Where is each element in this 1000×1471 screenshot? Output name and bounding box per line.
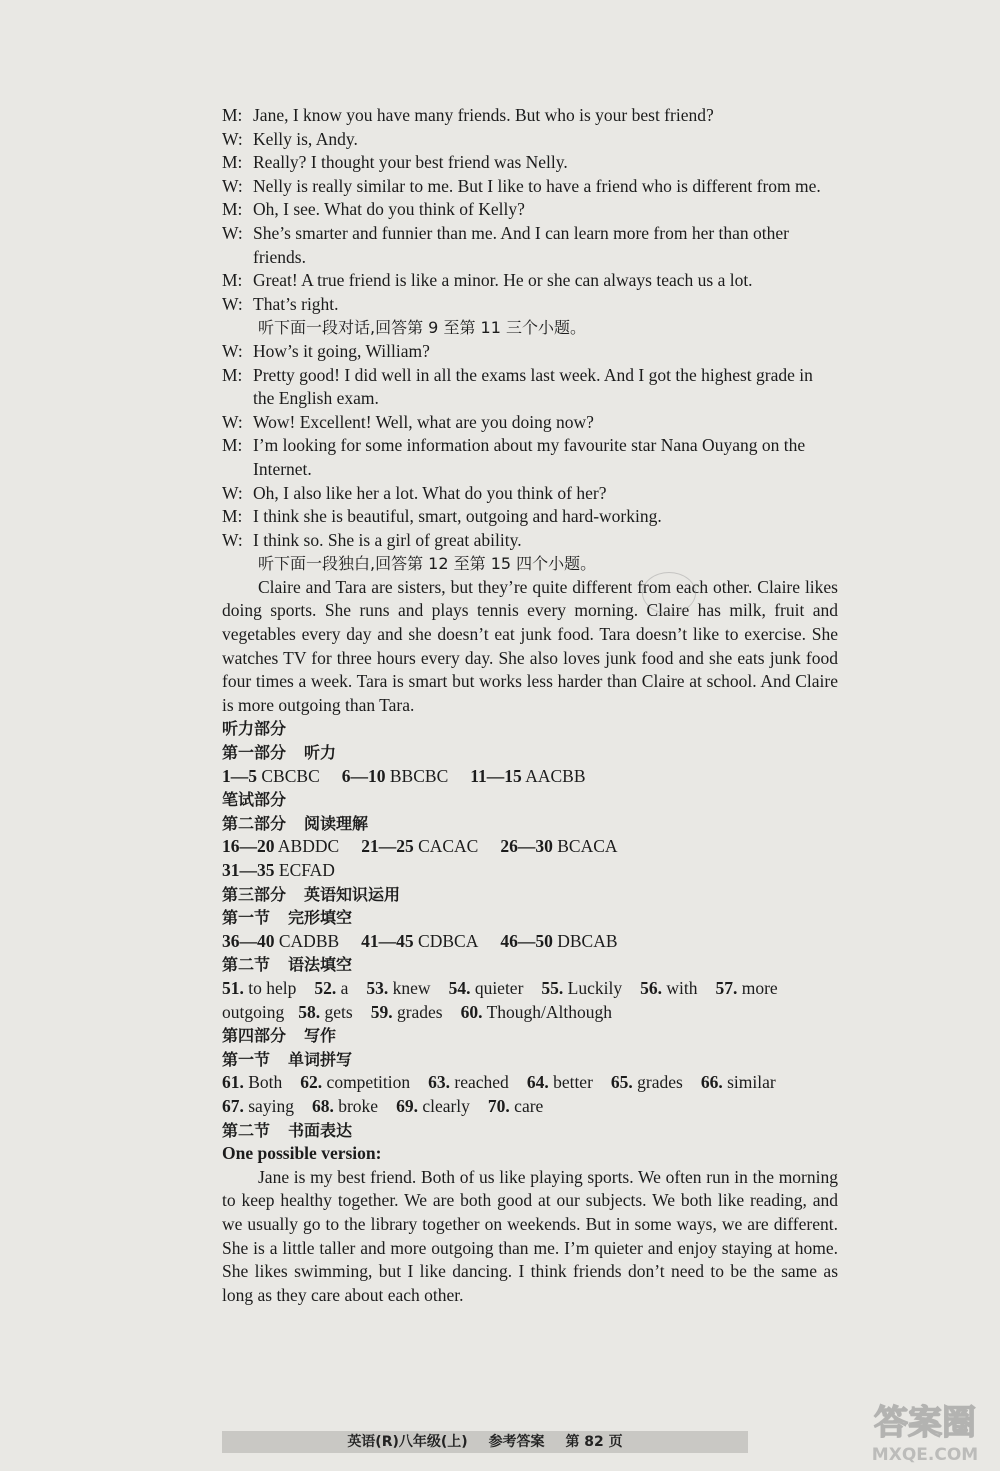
footer-label: 参考答案 [488, 1434, 545, 1450]
answer-group [222, 930, 339, 954]
dialogue-text: I’m looking for some information about my favourite star Nana Ouyang on the Internet. [253, 435, 806, 479]
speaker-label: W: [222, 128, 243, 149]
answer-number: 51. [222, 977, 244, 998]
section4-name: 书面表达 [288, 1120, 353, 1140]
answer-value: clearly [422, 1095, 470, 1116]
answer-number: 70. [487, 1095, 510, 1116]
answer-value: similar [727, 1072, 776, 1093]
answer-number: 52. [314, 977, 337, 998]
part4-label: 第四部分 [222, 1026, 287, 1046]
part2-label: 第二部分 [222, 813, 287, 833]
part2-heading [222, 812, 838, 836]
dialogue-text: She’s smarter and funnier than me. And I can learn more from her than other friends. [253, 222, 789, 267]
dialogue-line [222, 340, 838, 364]
footer-subject: 英语(R)八年级(上) [347, 1434, 468, 1450]
answer-group [500, 930, 617, 954]
answer-number: 66. [700, 1072, 723, 1093]
answer-value: better [553, 1072, 593, 1093]
dialogue-text: I think so. She is a girl of great ability. [253, 529, 522, 550]
answer-number: 54. [448, 977, 471, 998]
answer-number: 60. [460, 1001, 483, 1022]
answer-number: 69. [396, 1095, 418, 1116]
speaker-label: W: [222, 340, 243, 361]
essay-text: Jane is my best friend. Both of us like playing sports. We often run in the morning to keep healthy together. We are both good at our subjects. We both like reading, and we usually go to the library together on weekends. But in some ways, we are different. She is a little taller and more outgoing than me. I’m quieter and enjoy staying at home. She likes swimming, but I like dancing. I think friends don’t need to be the same as long as they care about each other. [222, 1166, 838, 1305]
dialogue-text: How’s it going, William? [253, 340, 430, 361]
answer-number: 59. [370, 1001, 393, 1022]
answer-group [222, 765, 320, 789]
dialogue-line [222, 198, 838, 222]
answer-group [611, 1071, 683, 1095]
section1-heading [222, 906, 838, 930]
answer-value: grades [396, 1001, 443, 1022]
dialogue-line [222, 222, 838, 269]
answer-group [314, 977, 348, 1001]
answer-number: 41—45 [361, 930, 414, 951]
answer-value: reached [454, 1072, 509, 1093]
speaker-label: M: [222, 270, 243, 291]
dialogue-line [222, 175, 838, 199]
speaker-label: W: [222, 482, 243, 503]
answer-value: CDBCA [418, 930, 479, 951]
dialogue-text: Kelly is, Andy. [253, 128, 358, 149]
answer-value: ABDDC [277, 836, 340, 857]
grammar-answers-row2 [222, 1001, 838, 1025]
answer-number: 53. [366, 977, 389, 998]
answer-group [428, 1071, 509, 1095]
section3-heading [222, 1048, 838, 1072]
listening-instruction-1: 听下面一段对话,回答第 9 至第 11 三个小题。 [258, 318, 586, 338]
speaker-label: M: [222, 152, 243, 173]
answer-group [488, 1095, 543, 1119]
answer-group [541, 977, 622, 1001]
grammar-answers-row1 [222, 977, 838, 1001]
dialogue-text: Wow! Excellent! Well, what are you doing now? [253, 411, 594, 432]
dialogue-line [222, 293, 838, 317]
answer-number: 46—50 [500, 930, 553, 951]
speaker-label: W: [222, 175, 243, 196]
watermark-url: MXQE.COM [871, 1445, 979, 1465]
dialogue-line [222, 364, 838, 411]
answer-group [371, 1001, 443, 1025]
answer-group [361, 835, 478, 859]
answer-value: CACAC [418, 836, 479, 857]
answer-group [396, 1095, 470, 1119]
section4-heading [222, 1119, 838, 1143]
answer-number: 62. [300, 1072, 323, 1093]
speaker-label: M: [222, 435, 243, 456]
answer-group [300, 1071, 410, 1095]
spelling-answers-row1 [222, 1071, 838, 1095]
answer-group [461, 1001, 612, 1025]
dialogue-text: Really? I thought your best friend was Nelly. [253, 152, 568, 173]
answer-value: gets [324, 1001, 353, 1022]
stamp-mark [642, 572, 696, 614]
answer-number: 65. [610, 1072, 633, 1093]
part1-heading [222, 741, 838, 765]
answer-group [222, 1071, 282, 1095]
answer-group [366, 977, 430, 1001]
answer-number: 16—20 [222, 836, 275, 857]
answer-value: a [340, 977, 349, 998]
answer-value: grades [637, 1072, 683, 1093]
answer-value: DBCAB [557, 930, 618, 951]
footer-page: 第 82 页 [565, 1434, 623, 1450]
answer-group [500, 835, 617, 859]
speaker-label: W: [222, 529, 243, 550]
answer-number: 68. [311, 1095, 334, 1116]
answer-value: CADBB [278, 930, 340, 951]
dialogue-text: That’s right. [253, 293, 339, 314]
answer-number: 64. [526, 1072, 549, 1093]
section3-name: 单词拼写 [288, 1049, 353, 1069]
grammar-row2-lead: outgoing [222, 1001, 285, 1022]
answer-value: more [741, 977, 778, 998]
cloze-answers [222, 930, 838, 954]
dialogue-text: I think she is beautiful, smart, outgoing and hard-working. [253, 506, 662, 527]
answer-value: saying [248, 1095, 294, 1116]
answer-number: 56. [640, 977, 662, 998]
written-section-title: 笔试部分 [222, 790, 287, 810]
dialogue-block-2 [222, 340, 838, 552]
answer-page-content [222, 104, 838, 1307]
part4-heading [222, 1024, 838, 1048]
speaker-label: W: [222, 293, 243, 314]
answer-number: 11—15 [470, 765, 522, 786]
section2-heading [222, 953, 838, 977]
dialogue-line [222, 505, 838, 529]
section2-label: 第二节 [222, 955, 271, 975]
answer-number: 26—30 [500, 836, 553, 857]
dialogue-text: Nelly is really similar to me. But I like to have a friend who is different from me. [253, 175, 821, 196]
dialogue-text: Pretty good! I did well in all the exams last week. And I got the highest grade in the English exam. [253, 364, 813, 409]
section1-name: 完形填空 [288, 908, 353, 928]
answer-number: 58. [298, 1001, 321, 1022]
part3-heading [222, 883, 838, 907]
answer-value: CBCBC [261, 765, 320, 786]
dialogue-line [222, 434, 838, 481]
dialogue-line [222, 104, 838, 128]
answer-group [715, 977, 777, 1001]
part2-name: 阅读理解 [304, 813, 369, 833]
dialogue-line [222, 128, 838, 152]
answer-value: competition [326, 1072, 411, 1093]
answer-value: Both [248, 1072, 283, 1093]
answer-group [222, 977, 296, 1001]
section3-label: 第一节 [222, 1049, 271, 1069]
part2-answers-row1 [222, 835, 838, 859]
dialogue-line [222, 411, 838, 435]
answer-number: 63. [428, 1072, 451, 1093]
answer-value: broke [338, 1095, 379, 1116]
answer-group [701, 1071, 776, 1095]
speaker-label: W: [222, 222, 243, 243]
dialogue-text: Oh, I also like her a lot. What do you think of her? [253, 482, 607, 503]
answer-number: 36—40 [222, 930, 275, 951]
part3-label: 第三部分 [222, 884, 287, 904]
section1-label: 第一节 [222, 908, 271, 928]
answer-value: BBCBC [389, 765, 449, 786]
dialogue-block-1 [222, 104, 838, 316]
answer-group [298, 1001, 352, 1025]
dialogue-line [222, 269, 838, 293]
answer-value: knew [392, 977, 431, 998]
answer-group [222, 859, 335, 883]
answer-number: 55. [541, 977, 564, 998]
answer-value: to help [248, 977, 297, 998]
dialogue-text: Oh, I see. What do you think of Kelly? [253, 199, 525, 220]
watermark-logo [860, 1392, 990, 1467]
listening-section-title: 听力部分 [222, 719, 287, 739]
answer-number: 31—35 [222, 860, 275, 880]
answer-group [640, 977, 697, 1001]
answer-group [312, 1095, 378, 1119]
section2-name: 语法填空 [288, 955, 353, 975]
speaker-label: M: [222, 506, 243, 527]
answer-group [470, 765, 585, 789]
answer-value: with [666, 977, 698, 998]
watermark-text: 答案圈 [874, 1403, 976, 1443]
listening-instruction-2: 听下面一段独白,回答第 12 至第 15 四个小题。 [258, 554, 597, 574]
answer-group [361, 930, 478, 954]
part3-name: 英语知识运用 [304, 884, 401, 904]
version-label: One possible version: [222, 1143, 382, 1164]
answer-group [342, 765, 449, 789]
page-footer [222, 1431, 748, 1453]
spelling-answers-row2 [222, 1095, 838, 1119]
answer-group [527, 1071, 593, 1095]
part1-name: 听力 [304, 743, 337, 763]
answer-value: care [514, 1095, 544, 1116]
part1-answers [222, 765, 838, 789]
answer-value: Luckily [567, 977, 623, 998]
dialogue-line [222, 529, 838, 553]
answer-number: 67. [222, 1095, 244, 1116]
speaker-label: M: [222, 364, 243, 385]
dialogue-line [222, 482, 838, 506]
part1-label: 第一部分 [222, 743, 287, 763]
answer-number: 6—10 [341, 765, 386, 786]
speaker-label: M: [222, 199, 243, 220]
answer-group [449, 977, 524, 1001]
dialogue-text: Jane, I know you have many friends. But who is your best friend? [253, 105, 714, 125]
part2-answers-row2 [222, 859, 838, 883]
answer-value: quieter [474, 977, 524, 998]
dialogue-line [222, 151, 838, 175]
speaker-label: W: [222, 411, 243, 432]
answer-number: 21—25 [361, 836, 414, 857]
answer-value: Though/Although [486, 1001, 612, 1022]
answer-value: ECFAD [278, 860, 335, 880]
answer-number: 57. [715, 977, 738, 998]
answer-group [222, 1095, 294, 1119]
speaker-label: M: [222, 105, 243, 125]
answer-number: 61. [222, 1072, 244, 1093]
section4-label: 第二节 [222, 1120, 271, 1140]
answer-value: BCACA [557, 836, 618, 857]
part4-name: 写作 [304, 1026, 337, 1046]
answer-group [222, 835, 339, 859]
monologue-text: Claire and Tara are sisters, but they’re quite different from each other. Claire likes doing sports. She runs and plays tennis every morning. Claire has milk, fruit and vegetables every day and she doesn’t eat junk food. Tara doesn’t like to exercise. She watches TV for three hours every day. She also loves junk food and she eats junk food four times a week. Tara is smart but works less harder than Claire at school. And Claire is more outgoing than Tara. [222, 576, 838, 715]
answer-number: 1—5 [222, 765, 257, 786]
answer-value: AACBB [525, 765, 586, 786]
dialogue-text: Great! A true friend is like a minor. He or she can always teach us a lot. [253, 270, 753, 291]
